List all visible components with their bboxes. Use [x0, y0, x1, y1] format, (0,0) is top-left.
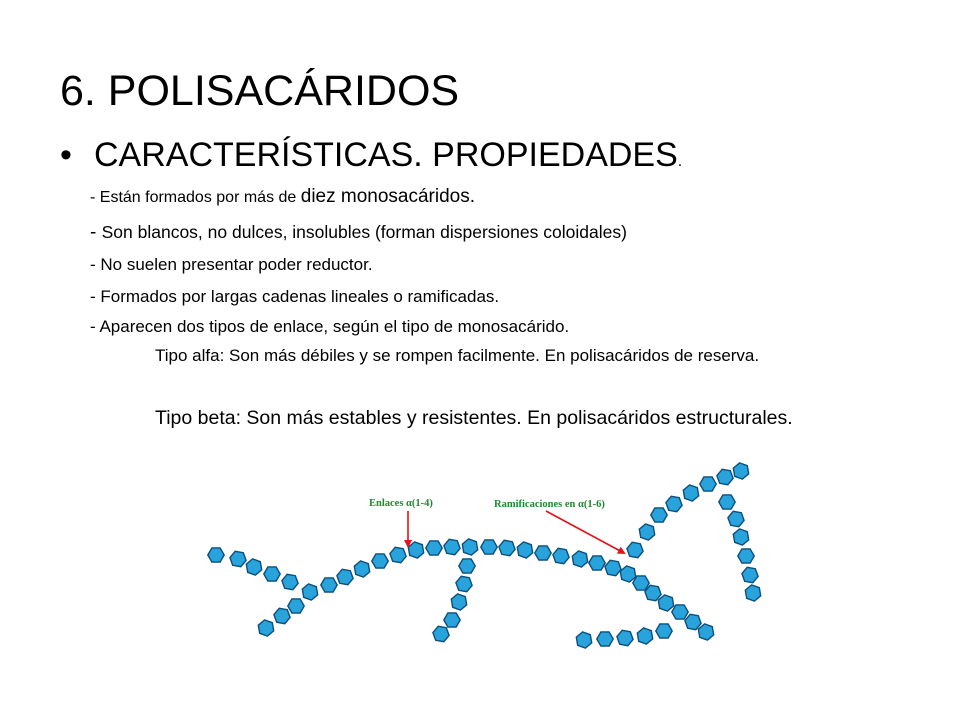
property-line-2: [90, 220, 627, 245]
glucose-hexagon: [639, 524, 654, 540]
glucose-hexagon: [408, 542, 423, 558]
glucose-hexagon: [620, 566, 635, 582]
glucose-hexagon: [597, 632, 613, 646]
glucose-hexagon: [354, 561, 369, 577]
glucose-hexagon: [658, 595, 673, 611]
property-line-3: - No suelen presentar poder reductor.: [90, 255, 373, 274]
beta-bond-text: Tipo beta: Son más estables y resistentes. En polisacáridos estructurales.: [155, 407, 793, 429]
property-line-1-start: - Están formados por más de: [90, 189, 301, 206]
glucose-hexagon: [288, 599, 304, 613]
glucose-hexagon: [717, 469, 733, 484]
section-heading-suffix: .: [677, 153, 683, 170]
ramificaciones-arrow: [546, 511, 624, 553]
glucose-hexagon: [733, 529, 748, 545]
glucose-hexagon: [321, 578, 337, 592]
alpha-1-4-annotation: [369, 498, 433, 546]
glucose-hexagon: [264, 567, 280, 581]
glucose-hexagon: [738, 549, 754, 563]
glucose-hexagon: [656, 624, 672, 638]
glucose-hexagon: [456, 576, 472, 591]
glucose-hexagon: [627, 542, 643, 557]
glucose-hexagon: [535, 546, 551, 560]
glucose-hexagon: [672, 605, 688, 619]
glucose-hexagon: [372, 554, 388, 568]
glucose-hexagon: [685, 614, 701, 629]
glucose-hexagon: [666, 496, 682, 511]
glucose-hexagon: [208, 548, 224, 562]
slide-title: 6. POLISACÁRIDOS: [60, 67, 460, 115]
glucose-hexagon: [617, 630, 633, 645]
glucose-hexagon: [553, 548, 569, 563]
ramificaciones-label: Ramificaciones en α(1-6): [494, 499, 605, 510]
glucose-hexagon: [589, 556, 605, 570]
alpha-bond-text: Tipo alfa: Son más débiles y se rompen facilmente. En polisacáridos de reserva.: [155, 346, 760, 365]
glucose-hexagon: [444, 539, 460, 554]
glucose-hexagon: [517, 542, 532, 558]
glucose-hexagon: [390, 547, 406, 562]
glucose-hexagon: [742, 567, 758, 582]
property-line-2-dash: -: [90, 222, 102, 243]
glucose-hexagon: [481, 540, 497, 554]
bullet-marker: •: [60, 136, 72, 174]
glucose-hexagon: [633, 576, 649, 590]
glucose-hexagon: [637, 628, 652, 644]
enlaces-label: Enlaces α(1-4): [369, 498, 433, 509]
glucose-hexagon: [733, 463, 748, 479]
glucose-hexagon: [444, 613, 460, 627]
property-line-5: - Aparecen dos tipos de enlace, según el tipo de monosacárido.: [90, 317, 570, 336]
property-line-1: [90, 184, 475, 211]
glucose-hexagon: [719, 495, 735, 509]
glucose-hexagon: [698, 624, 713, 640]
section-heading: [60, 134, 682, 183]
polysaccharide-chain-diagram: [190, 455, 790, 670]
glucose-hexagon: [745, 585, 760, 601]
glucose-hexagon: [728, 511, 744, 526]
glucose-hexagon: [651, 508, 667, 522]
property-line-4: - Formados por largas cadenas lineales o ramificadas.: [90, 287, 500, 306]
glucose-hexagon: [337, 569, 353, 584]
glucose-hexagon: [274, 608, 290, 623]
glucose-hexagon: [700, 477, 716, 491]
glucose-units: [208, 463, 761, 648]
glucose-hexagon: [683, 485, 698, 501]
glucose-hexagon: [230, 551, 246, 566]
property-line-2-text: Son blancos, no dulces, insolubles (forman dispersiones coloidales): [101, 222, 627, 242]
glucose-hexagon: [282, 574, 298, 589]
glucose-hexagon: [433, 626, 449, 641]
glucose-hexagon: [302, 584, 317, 600]
glucose-hexagon: [572, 551, 587, 567]
glucose-hexagon: [605, 560, 621, 575]
property-line-1-end: diez monosacáridos.: [300, 186, 476, 207]
glucose-hexagon: [462, 539, 477, 555]
glucose-hexagon: [499, 540, 515, 555]
glucose-hexagon: [258, 620, 273, 636]
glucose-hexagon: [459, 559, 475, 573]
glucose-hexagon: [451, 594, 466, 610]
glucose-hexagon: [246, 559, 261, 575]
glucose-hexagon: [576, 632, 591, 648]
glucose-hexagon: [426, 541, 442, 555]
section-heading-text: CARACTERÍSTICAS. PROPIEDADES: [94, 136, 678, 174]
